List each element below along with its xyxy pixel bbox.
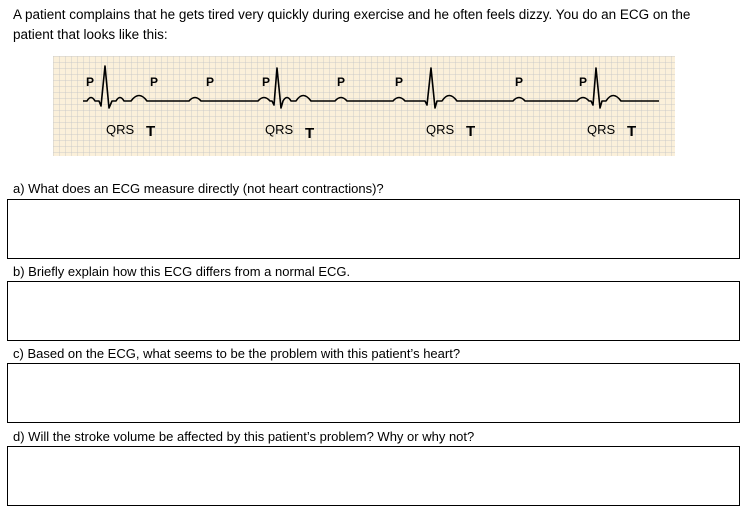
ecg-waveform: [83, 66, 659, 108]
question-b: b) Briefly explain how this ECG differs from a normal ECG.: [13, 264, 351, 279]
answer-box-c[interactable]: [7, 363, 740, 423]
ecg-strip-image: [53, 56, 675, 156]
qrs-label: QRS: [426, 122, 455, 137]
answer-box-b[interactable]: [7, 281, 740, 341]
t-label: T: [466, 123, 476, 140]
t-label: T: [305, 125, 315, 142]
answer-box-d[interactable]: [7, 446, 740, 506]
p-label: P: [85, 75, 95, 89]
question-d: d) Will the stroke volume be affected by this patient’s problem? Why or why not?: [13, 429, 475, 444]
intro-text: A patient complains that he gets tired very quickly during exercise and he often feels dizzy. You do an ECG on the patient that looks like this:: [13, 7, 691, 42]
p-label: P: [336, 75, 346, 89]
p-label: P: [261, 75, 271, 89]
p-label: P: [394, 75, 404, 89]
p-label: P: [578, 75, 588, 89]
qrs-label: QRS: [587, 122, 616, 137]
p-label: P: [149, 75, 159, 89]
p-label: P: [514, 75, 524, 89]
question-a: a) What does an ECG measure directly (not heart contractions)?: [13, 181, 384, 196]
t-label: T: [627, 123, 637, 140]
qrs-label: QRS: [265, 122, 294, 137]
t-label: T: [146, 123, 156, 140]
ecg-trace: [53, 56, 675, 156]
question-c: c) Based on the ECG, what seems to be the problem with this patient’s heart?: [13, 346, 461, 361]
p-label: P: [205, 75, 215, 89]
answer-box-a[interactable]: [7, 199, 740, 259]
qrs-label: QRS: [106, 122, 135, 137]
